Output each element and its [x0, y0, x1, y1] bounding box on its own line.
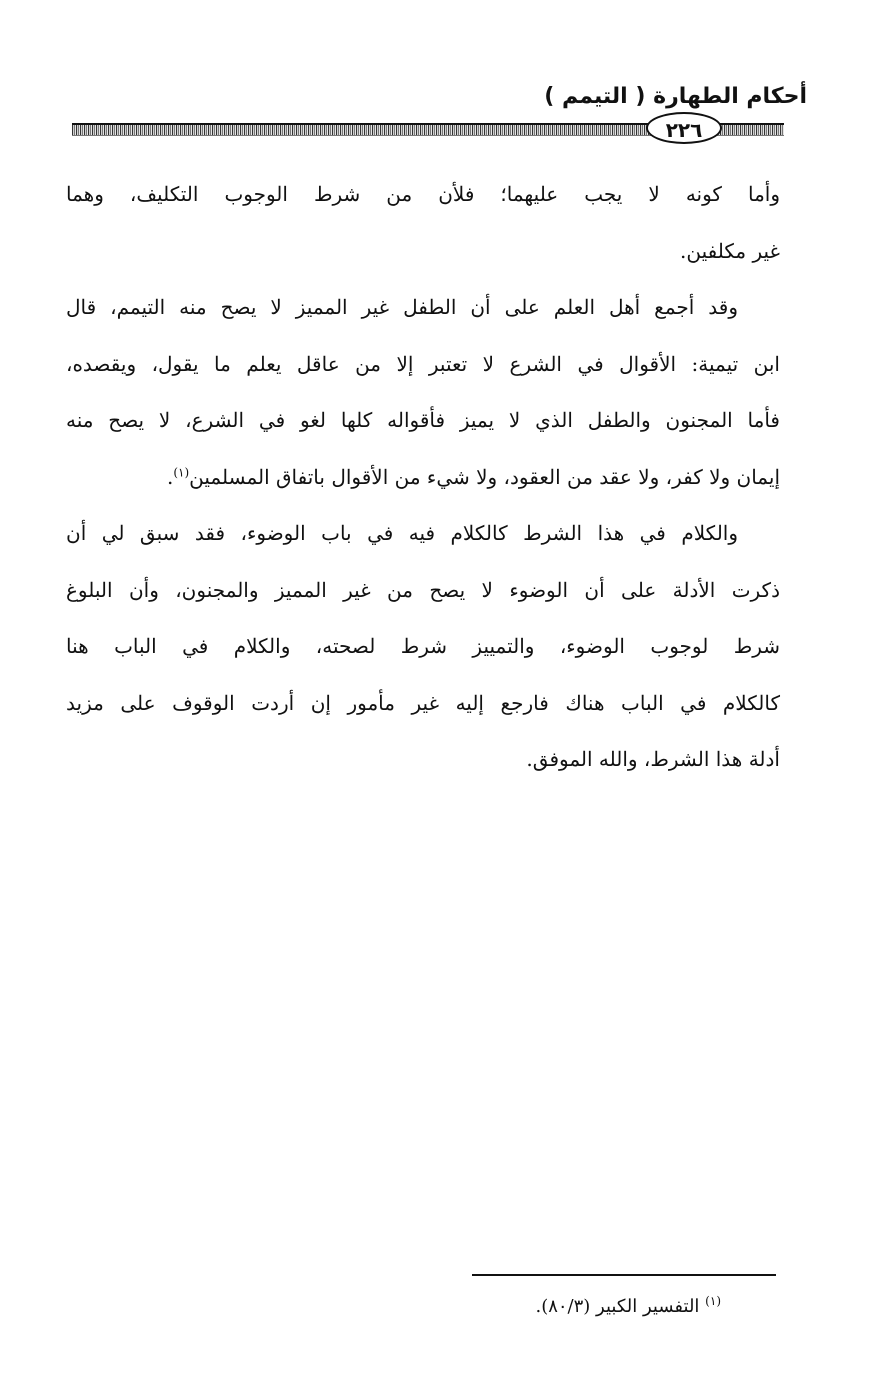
text-line-body: إيمان ولا كفر، ولا عقد من العقود، ولا شيء من الأقوال باتفاق المسلمين	[189, 464, 780, 489]
text-line: شرط لوجوب الوضوء، والتمييز شرط لصحته، والكلام في الباب هنا	[66, 634, 781, 658]
running-header-title: أحكام الطهارة ( التيمم )	[544, 84, 807, 109]
page-number: ٢٢٦	[646, 112, 722, 144]
text-line: غير مكلفين.	[680, 238, 780, 263]
paragraph-2	[66, 279, 780, 505]
footnote-text: التفسير الكبير (٨٠/٣).	[535, 1296, 700, 1317]
text-line: كالكلام في الباب هناك فارجع إليه غير مأمور إن أردت الوقوف على مزيد	[66, 690, 780, 715]
text-line: والكلام في هذا الشرط كالكلام فيه في باب الوضوء، فقد سبق لي أن	[66, 521, 738, 545]
paragraph-1	[66, 166, 780, 279]
text-line: فأما المجنون والطفل الذي لا يميز فأقواله كلها لغو في الشرع، لا يصح منه	[66, 408, 780, 432]
text-line: أدلة هذا الشرط، والله الموفق.	[526, 747, 780, 771]
footnote	[535, 1296, 721, 1317]
text-line-with-footnote	[66, 449, 780, 506]
text-line: وأما كونه لا يجب عليهما؛ فلأن من شرط الوجوب التكليف، وهما	[66, 182, 780, 206]
main-text	[66, 166, 780, 788]
header-rule	[72, 112, 784, 148]
text-line: ذكرت الأدلة على أن الوضوء لا يصح من غير المميز والمجنون، وأن البلوغ	[66, 577, 780, 602]
footnote-reference: (١)	[173, 464, 190, 479]
sentence-end: .	[166, 464, 174, 489]
text-line: وقد أجمع أهل العلم على أن الطفل غير المميز لا يصح منه التيمم، قال	[66, 295, 738, 319]
paragraph-3	[66, 505, 780, 788]
text-line: ابن تيمية: الأقوال في الشرع لا تعتبر إلا من عاقل يعلم ما يقول، ويقصده،	[66, 351, 780, 376]
footnote-separator	[472, 1274, 776, 1276]
footnote-marker: (١)	[705, 1294, 721, 1308]
